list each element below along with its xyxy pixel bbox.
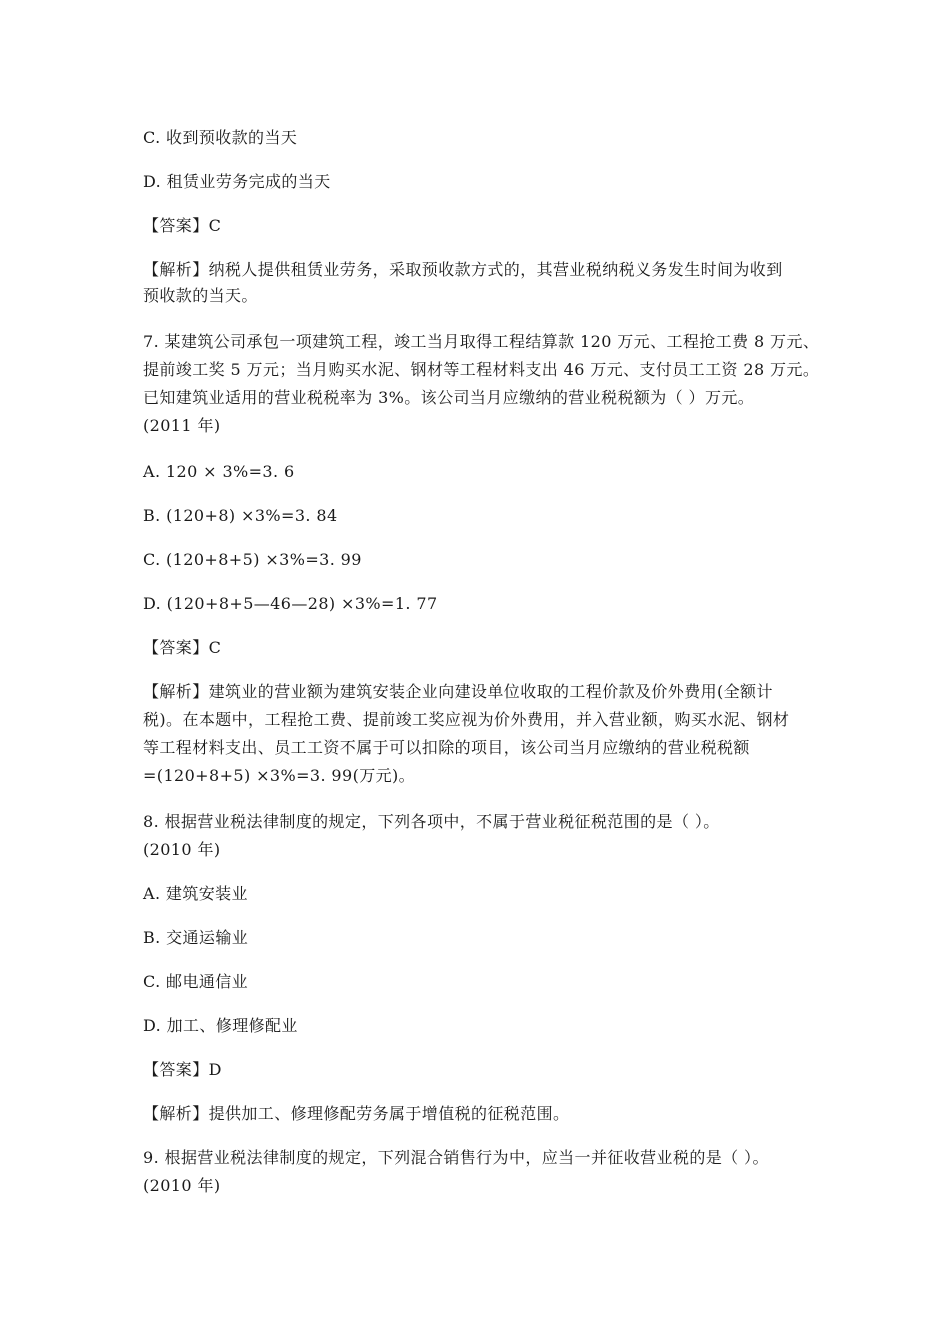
q7-option-d: D. (120+8+5—46—28) ×3%=1. 77 (143, 594, 438, 613)
q9-stem-line-1: 9. 根据营业税法律制度的规定，下列混合销售行为中，应当一并征收营业税的是（ ）。 (143, 1148, 769, 1167)
q7-option-a: A. 120 × 3%=3. 6 (143, 462, 295, 481)
q8-option-c: C. 邮电通信业 (143, 972, 249, 991)
q9-stem-year: (2010 年) (143, 1176, 221, 1195)
q8-stem-year: (2010 年) (143, 840, 221, 859)
q6-analysis-line-2: 预收款的当天。 (143, 286, 258, 305)
q6-option-d: D. 租赁业劳务完成的当天 (143, 172, 331, 191)
q6-answer: 【答案】C (143, 216, 222, 235)
q7-analysis-line-2: 税)。在本题中，工程抢工费、提前竣工奖应视为价外费用，并入营业额，购买水泥、钢材 (143, 710, 790, 729)
q7-stem-line-1: 7. 某建筑公司承包一项建筑工程，竣工当月取得工程结算款 120 万元、工程抢工费 8 万元、 (143, 332, 820, 351)
q8-option-a: A. 建筑安装业 (143, 884, 248, 903)
q7-option-b: B. (120+8) ×3%=3. 84 (143, 506, 338, 525)
q7-analysis-line-4: =(120+8+5) ×3%=3. 99(万元)。 (143, 766, 416, 785)
q8-stem-line-1: 8. 根据营业税法律制度的规定，下列各项中，不属于营业税征税范围的是（ ）。 (143, 812, 720, 831)
q6-analysis-line-1: 【解析】纳税人提供租赁业劳务，采取预收款方式的，其营业税纳税义务发生时间为收到 (143, 260, 783, 279)
q8-option-d: D. 加工、修理修配业 (143, 1016, 298, 1035)
q7-answer: 【答案】C (143, 638, 222, 657)
q7-stem-year: (2011 年) (143, 416, 221, 435)
q8-option-b: B. 交通运输业 (143, 928, 249, 947)
q7-option-c: C. (120+8+5) ×3%=3. 99 (143, 550, 362, 569)
q7-stem-line-3: 已知建筑业适用的营业税税率为 3%。该公司当月应缴纳的营业税税额为（ ）万元。 (143, 388, 755, 407)
q8-analysis: 【解析】提供加工、修理修配劳务属于增值税的征税范围。 (143, 1104, 570, 1123)
q7-analysis-line-1: 【解析】建筑业的营业额为建筑安装企业向建设单位收取的工程价款及价外费用(全额计 (143, 682, 773, 701)
q6-option-c: C. 收到预收款的当天 (143, 128, 298, 147)
q7-stem-line-2: 提前竣工奖 5 万元；当月购买水泥、钢材等工程材料支出 46 万元、支付员工工资 28 万元。 (143, 360, 820, 379)
q8-answer: 【答案】D (143, 1060, 222, 1079)
q7-analysis-line-3: 等工程材料支出、员工工资不属于可以扣除的项目，该公司当月应缴纳的营业税税额 (143, 738, 750, 757)
